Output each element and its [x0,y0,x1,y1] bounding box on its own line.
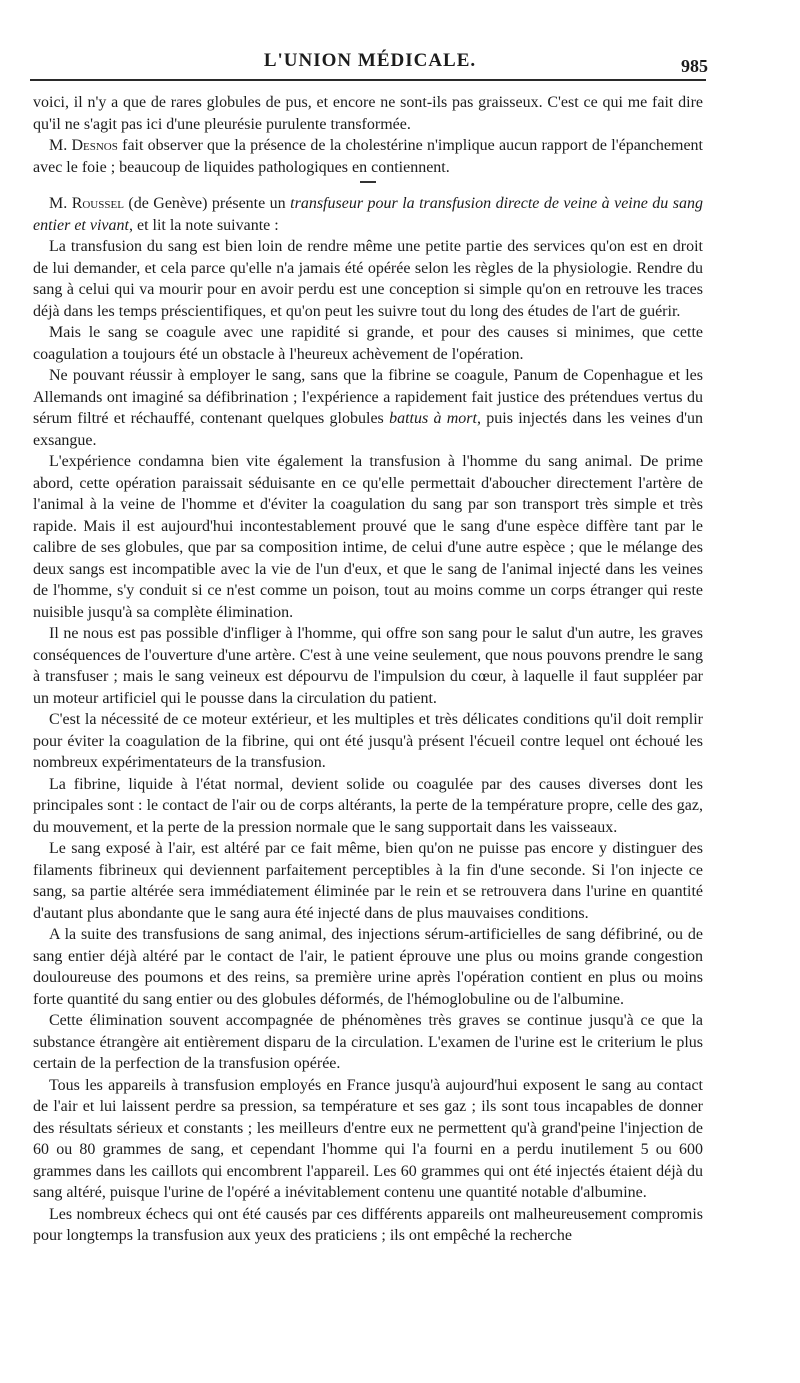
paragraph-2-text: fait observer que la présence de la cholestérine n'implique aucun rapport de l'épanchement avec le foie ; beaucoup de liquides pathologiques en contiennent. [33,137,703,176]
paragraph-9: C'est la nécessité de ce moteur extérieur, et les multiples et très délicates conditions qu'il doit remplir pour éviter la coagulation de la fibrine, qui ont été jusqu'à présent l'écueil contre lequel ont échoué les nombreux expérimentateurs de la transfusion. [33,711,703,771]
paragraph-14: Tous les appareils à transfusion employés en France jusqu'à aujourd'hui exposent le sang au contact de l'air et lui laissent perdre sa pression, sa température et ses gaz ; ils sont tous incapables de donner des résultats sérieux et constants ; les meilleurs d'entre eux ne permettent qu'à grand'peine l'injection de 60 ou 80 grammes de sang, et cependant l'homme qui l'a fourni en a perdu inutilement 5 ou 600 grammes dans les caillots qui encombrent l'appareil. Les 60 grammes qui ont été injectés étaient déjà du sang altéré, puisque l'urine de l'opéré a inévitablement contenu une quantité notable d'albumine. [33,1076,703,1201]
paragraph-4: La transfusion du sang est bien loin de rendre même une petite partie des services qu'on est en droit de lui demander, et cela parce qu'elle n'a jamais été opérée selon les règles de la physiologie. Rendre du sang à celui qui va mourir pour en avoir perdu est une conception si simple qu'on en retrouve les traces déjà dans les temps préscientifiques, et qu'on peut les suivre tout du long des études de l'art de guérir. [33,238,703,320]
paragraph-6-italic: battus à mort [389,410,477,427]
paragraph-12: A la suite des transfusions de sang animal, des injections sérum-artificielles de sang défibriné, ou de sang entier déjà altéré par le contact de l'air, le patient éprouve une plus ou moins grande congestion douloureuse des poumons et des reins, sa première urine après l'opération contient en plus ou moins forte quantité du sang entier ou des globules déformés, de l'hémoglobuline ou de l'albumine. [33,926,703,1008]
header-rule [30,79,706,81]
paragraph-13: Cette élimination souvent accompagnée de phénomènes très graves se continue jusqu'à ce que la substance étrangère ait entièrement disparu de la circulation. L'examen de l'urine est le criterium le plus certain de la perfection de la transfusion opérée. [33,1012,703,1072]
paragraph-2-prefix: M. [49,137,72,154]
paragraph-8: Il ne nous est pas possible d'infliger à l'homme, qui offre son sang pour le salut d'un autre, les graves conséquences de l'ouverture d'une artère. C'est à une veine seulement, que nous pouvons prendre le sang à transfuser ; mais le sang veineux est dépourvu de l'impulsion du cœur, à laquelle il faut suppléer par un moteur artificiel qui le pousse dans la circulation du patient. [33,625,703,707]
page-number: 985 [681,56,708,76]
paragraph-3 [33,193,703,236]
section-separator [360,181,376,183]
paragraph-3-text-a: (de Genève) présente un [123,195,291,212]
paragraph-6-text-a: Ne pouvant réussir à employer le sang, sans que la fibrine se coagule, Panum de Copenhague et les Allemands ont imaginé sa défibrination ; l'expérience a rapidement fait justice des prétendues vertus du sérum filtré et réchauffé, contenant quelques globules [33,367,703,427]
speaker-name-desnos: Desnos [71,137,118,154]
body-text [33,92,703,1247]
paragraph-1: voici, il n'y a que de rares globules de pus, et encore ne sont-ils pas graisseux. C'est ce qui me fait dire qu'il ne s'agit pas ici d'une pleurésie purulente transformée. [33,94,703,133]
paragraph-3-text-b: , et lit la note suivante : [128,216,279,234]
paragraph-5: Mais le sang se coagule avec une rapidité si grande, et pour des causes si minimes, que cette coagulation a toujours été un obstacle à l'heureux achèvement de l'opération. [33,324,703,363]
paragraph-10: La fibrine, liquide à l'état normal, devient solide ou coagulée par des causes diverses dont les principales sont : le contact de l'air ou de corps altérants, la perte de la température propre, celle des gaz, du mouvement, et la perte de la pression normale que le sang supportait dans les vaisseaux. [33,775,703,836]
page-header [30,48,710,76]
paragraph-2 [33,135,703,178]
paragraph-11: Le sang exposé à l'air, est altéré par ce fait même, bien qu'on ne puisse pas encore y distinguer des filaments fibrineux qui deviennent parfaitement perceptibles à la fin d'une seconde. Si l'on injecte ce sang, sa partie altérée sera immédiatement éliminée par le rein et se retrouvera dans l'urine en quantité d'autant plus abondante que le sang aura été injecté dans de plus mauvaises conditions. [33,840,703,922]
paragraph-15: Les nombreux échecs qui ont été causés par ces différents appareils ont malheureusement compromis pour longtemps la transfusion aux yeux des praticiens ; ils ont empêché la recherche [33,1205,703,1244]
speaker-name-roussel: Roussel [71,195,124,212]
paragraph-3-italic: transfuseur pour la transfusion directe de veine à veine du sang entier et vivant [33,195,703,234]
running-title: L'UNION MÉDICALE. [263,50,477,71]
paragraph-7: L'expérience condamna bien vite également la transfusion à l'homme du sang animal. De prime abord, cette opération paraissait séduisante en ce qu'elle permettait d'aboucher directement l'artère de l'animal à la veine de l'homme et d'éviter la coagulation du sang par son transport très simple et très rapide. Mais il est aujourd'hui incontestablement prouvé que le sang d'une espèce diffère tant par le calibre de ses globules, que par sa composition intime, de celui d'une autre espèce ; que le mélange des deux sangs est incompatible avec la vie de l'un d'eux, et que le sang de l'animal injecté dans les veines de l'homme, s'y conduit si ce n'est comme un poison, tout au moins comme un corps étranger qui reste nuisible jusqu'à sa complète élimination. [33,453,703,621]
paragraph-6-text-b: , puis injectés dans les veines d'un exsangue. [33,410,704,449]
paragraph-6 [33,365,703,451]
paragraph-3-prefix: M. [49,195,72,212]
